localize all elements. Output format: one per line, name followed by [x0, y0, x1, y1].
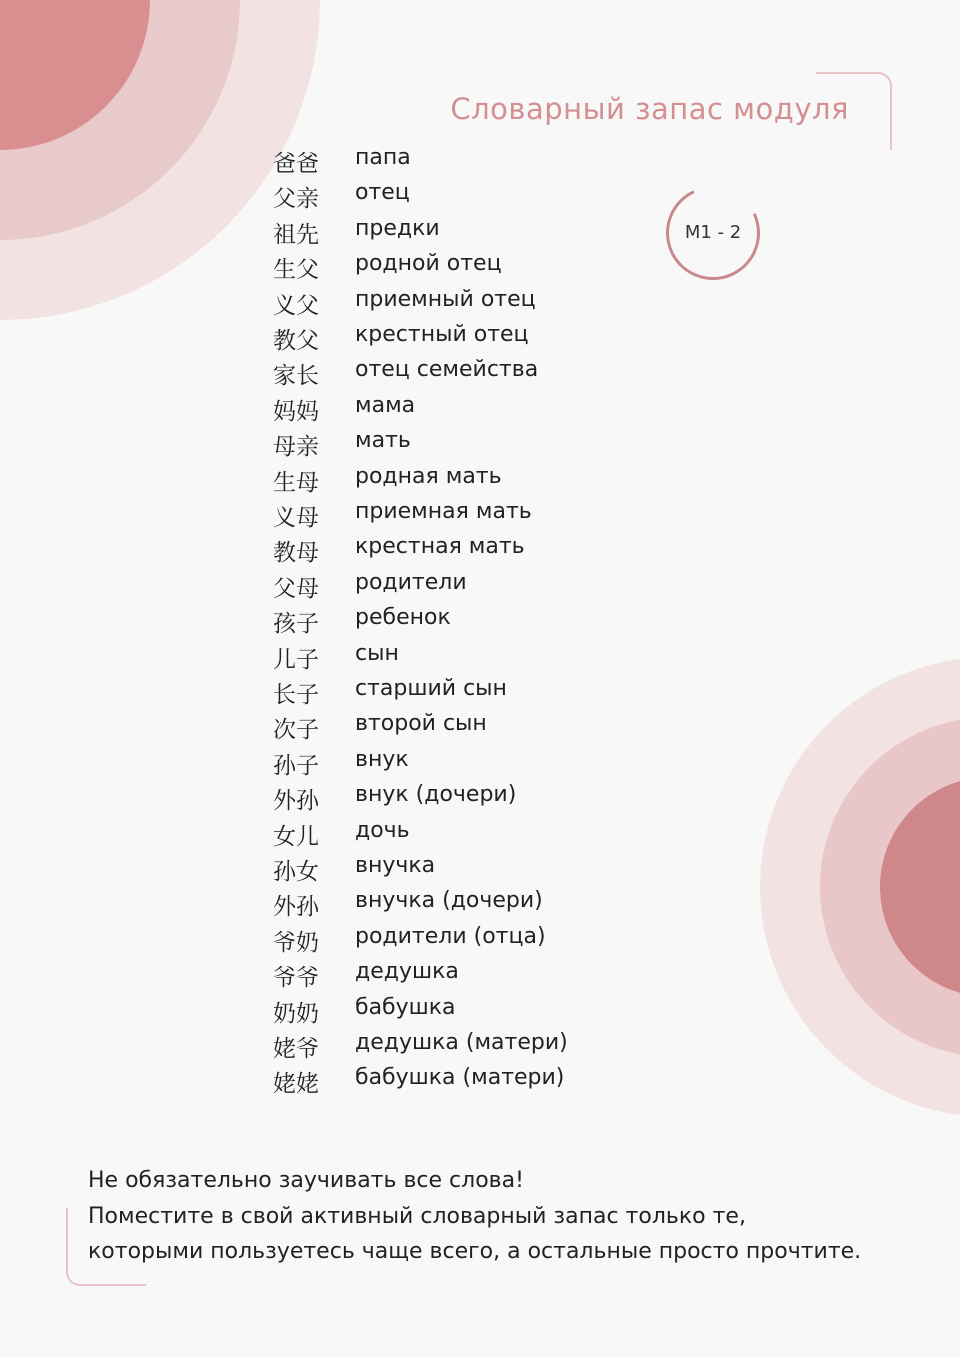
vocab-translation: предки	[355, 215, 440, 241]
vocab-row	[0, 888, 700, 924]
vocab-row	[0, 287, 700, 323]
vocab-row	[0, 747, 700, 783]
vocab-row	[0, 1065, 700, 1101]
vocab-row	[0, 251, 700, 287]
vocab-hanzi: 孙女	[273, 859, 319, 885]
vocab-translation: папа	[355, 145, 411, 170]
vocab-row	[0, 464, 700, 500]
vocab-translation: родная мать	[355, 463, 502, 489]
vocab-row	[0, 641, 700, 677]
vocab-hanzi: 生母	[273, 469, 319, 496]
vocab-row	[0, 357, 700, 393]
vocab-row	[0, 853, 700, 889]
vocab-hanzi: 教母	[273, 540, 319, 567]
vocab-translation: бабушка (матери)	[355, 1065, 565, 1091]
vocab-row	[0, 145, 700, 181]
vocab-translation: крестная мать	[355, 534, 525, 560]
vocab-row	[0, 605, 700, 641]
vocab-row	[0, 322, 700, 358]
vocab-hanzi: 女儿	[273, 823, 319, 850]
vocab-translation: внук (дочери)	[355, 782, 517, 808]
note-line-2: Поместите в свой активный словарный запас только те,	[88, 1204, 746, 1229]
vocab-row	[0, 534, 700, 570]
vocab-hanzi: 义父	[273, 292, 319, 319]
vocab-row	[0, 924, 700, 960]
vocab-hanzi: 外孙	[273, 894, 319, 921]
vocab-translation: внук	[355, 746, 409, 772]
vocab-hanzi: 姥爷	[273, 1036, 319, 1062]
vocab-translation: бабушка	[355, 994, 456, 1020]
vocab-hanzi: 爸爸	[273, 151, 319, 177]
vocab-translation: крестный отец	[355, 322, 529, 347]
vocab-row	[0, 570, 700, 606]
vocab-hanzi: 妈妈	[273, 398, 319, 425]
vocab-row	[0, 782, 700, 818]
page-title: Словарный запас модуля	[450, 92, 849, 126]
vocab-row	[0, 676, 700, 712]
vocab-hanzi: 姥姥	[273, 1071, 319, 1098]
vocab-translation: дедушка	[355, 959, 459, 985]
vocab-translation: дедушка (матери)	[355, 1030, 568, 1055]
vocab-hanzi: 父亲	[273, 186, 319, 213]
vocab-translation: родители (отца)	[355, 923, 546, 949]
vocab-hanzi: 家长	[273, 363, 319, 390]
vocab-row	[0, 428, 700, 464]
vocab-row	[0, 995, 700, 1031]
vocab-hanzi: 孩子	[273, 611, 319, 638]
vocab-translation: приемная мать	[355, 499, 532, 524]
vocab-translation: мама	[355, 392, 416, 418]
note-line-3: которыми пользуетесь чаще всего, а остальные просто прочтите.	[88, 1239, 862, 1264]
vocab-hanzi: 外孙	[273, 788, 319, 815]
vocab-hanzi: 长子	[273, 682, 319, 708]
vocab-hanzi: 父母	[273, 575, 319, 602]
vocab-row	[0, 818, 700, 854]
vocab-translation: родной отец	[355, 251, 502, 277]
vocab-hanzi: 祖先	[273, 221, 319, 248]
vocab-row	[0, 959, 700, 995]
vocab-translation: внучка (дочери)	[355, 888, 543, 914]
vocab-translation: внучка	[355, 853, 436, 878]
vocab-translation: родители	[355, 569, 467, 595]
vocab-translation: сын	[355, 640, 399, 666]
vocab-hanzi: 义母	[273, 505, 319, 531]
vocab-translation: дочь	[355, 817, 410, 843]
note-line-1: Не обязательно заучивать все слова!	[88, 1168, 524, 1193]
vocab-translation: старший сын	[355, 676, 507, 701]
vocab-row	[0, 1030, 700, 1066]
vocab-translation: второй сын	[355, 711, 487, 737]
vocab-translation: отец	[355, 180, 410, 206]
vocab-translation: приемный отец	[355, 286, 536, 312]
vocab-row	[0, 393, 700, 429]
vocab-hanzi: 教父	[273, 328, 319, 354]
vocab-row	[0, 180, 700, 216]
vocab-hanzi: 奶奶	[273, 1000, 319, 1027]
vocab-hanzi: 次子	[273, 717, 319, 744]
vocab-hanzi: 爷奶	[273, 929, 319, 956]
vocab-hanzi: 生父	[273, 257, 319, 284]
vocab-hanzi: 儿子	[273, 646, 319, 673]
vocab-hanzi: 爷爷	[273, 965, 319, 992]
vocab-translation: мать	[355, 428, 411, 454]
vocab-row	[0, 499, 700, 535]
vocab-hanzi: 母亲	[273, 434, 319, 461]
vocab-hanzi: 孙子	[273, 752, 319, 779]
vocab-translation: отец семейства	[355, 357, 539, 383]
vocab-row	[0, 216, 700, 252]
vocab-row	[0, 711, 700, 747]
module-badge: M1 - 2	[684, 222, 742, 243]
vocab-translation: ребенок	[355, 605, 451, 631]
